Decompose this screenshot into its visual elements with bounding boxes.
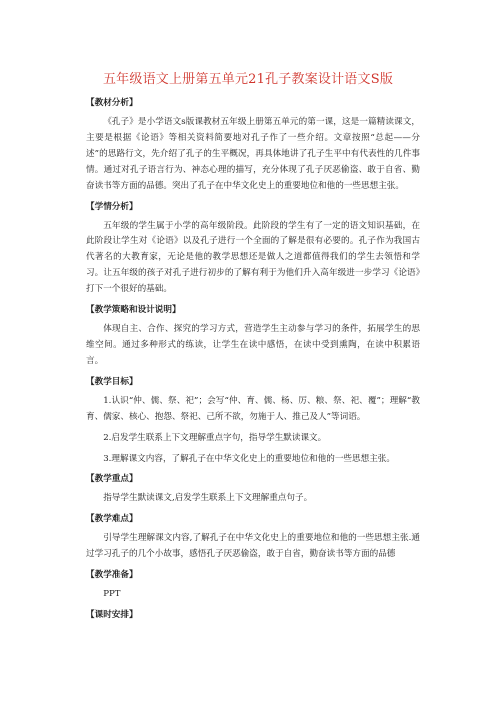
paragraph: 体现自主、合作、探究的学习方式，营造学生主动参与学习的条件，拓展学生的思维空间。通过多种形式的练读，让学生在读中感悟，在读中受到熏陶，在读中积累语言。 — [86, 324, 420, 366]
paragraph: 引导学生理解课文内容,了解孔子在中华文化史上的重要地位和他的一些思想主张.通过学习孔子的几个小故事，感悟孔子厌恶偷盗，敢于自省，勤奋读书等方面的品德 — [86, 533, 420, 560]
section-heading-material-analysis: 【教材分析】 — [86, 98, 138, 108]
paragraph: 《孔子》是小学语文s版课教材五年级上册第五单元的第一课，这是一篇精读课文，主要是根据《论语》等相关资料简要地对孔子作了一些介绍。文章按照“总起——分述”的思路行文，先介绍了孔子的生平概况，再具体地讲了孔子生平中有代表性的几件事情。通过对孔子语言行为、神态心理的描写，充分体现了孔子厌恶偷盗、敢于自省、勤奋读书等方面的品德。突出了孔子在中华文化史上的重要地位和他的一些思想主张。 — [86, 117, 420, 191]
section-heading-schedule: 【课时安排】 — [86, 610, 138, 621]
paragraph: 1.认识“仲、儒、祭、祀”；会写“仲、育、儒、杨、厉、粮、祭、祀、覆”；理解“教育、儒家、核心、抱怨、祭祀、己所不欲，勿施于人、推己及人”等词语。 — [86, 395, 420, 422]
paragraph: 指导学生默读课文,启发学生联系上下文理解重点句子。 — [103, 493, 313, 504]
paragraph: 2.启发学生联系上下文理解重点字句，指导学生默读课文。 — [103, 432, 327, 443]
section-heading-teaching-strategy: 【教学策略和设计说明】 — [86, 305, 181, 316]
section-heading-teaching-goals: 【教学目标】 — [86, 376, 138, 387]
paragraph: 3.理解课文内容，了解孔子在中华文化史上的重要地位和他的一些思想主张。 — [103, 453, 395, 464]
section-heading-key-points: 【教学重点】 — [86, 474, 138, 485]
section-heading-student-analysis: 【学情分析】 — [86, 201, 138, 212]
document-body — [86, 96, 420, 627]
section-heading-difficulties: 【教学难点】 — [86, 514, 138, 525]
document-title: 五年级语文上册第五单元21孔子教案设计语文S版 — [102, 72, 394, 87]
section-heading-preparation: 【教学准备】 — [86, 570, 138, 581]
paragraph: PPT — [103, 589, 121, 600]
paragraph: 五年级的学生属于小学的高年级阶段。此阶段的学生有了一定的语文知识基础，在此阶段让学生对《论语》以及孔子进行一个全面的了解是很有必要的。孔子作为我国古代著名的大教育家，无论是他的教学思想还是做人之道都值得我们的学生去领悟和学习。让五年级的孩子对孔子进行初步的了解有利于为他们升入高年级进一步学习《论语》打下一个很好的基础。 — [86, 220, 420, 295]
